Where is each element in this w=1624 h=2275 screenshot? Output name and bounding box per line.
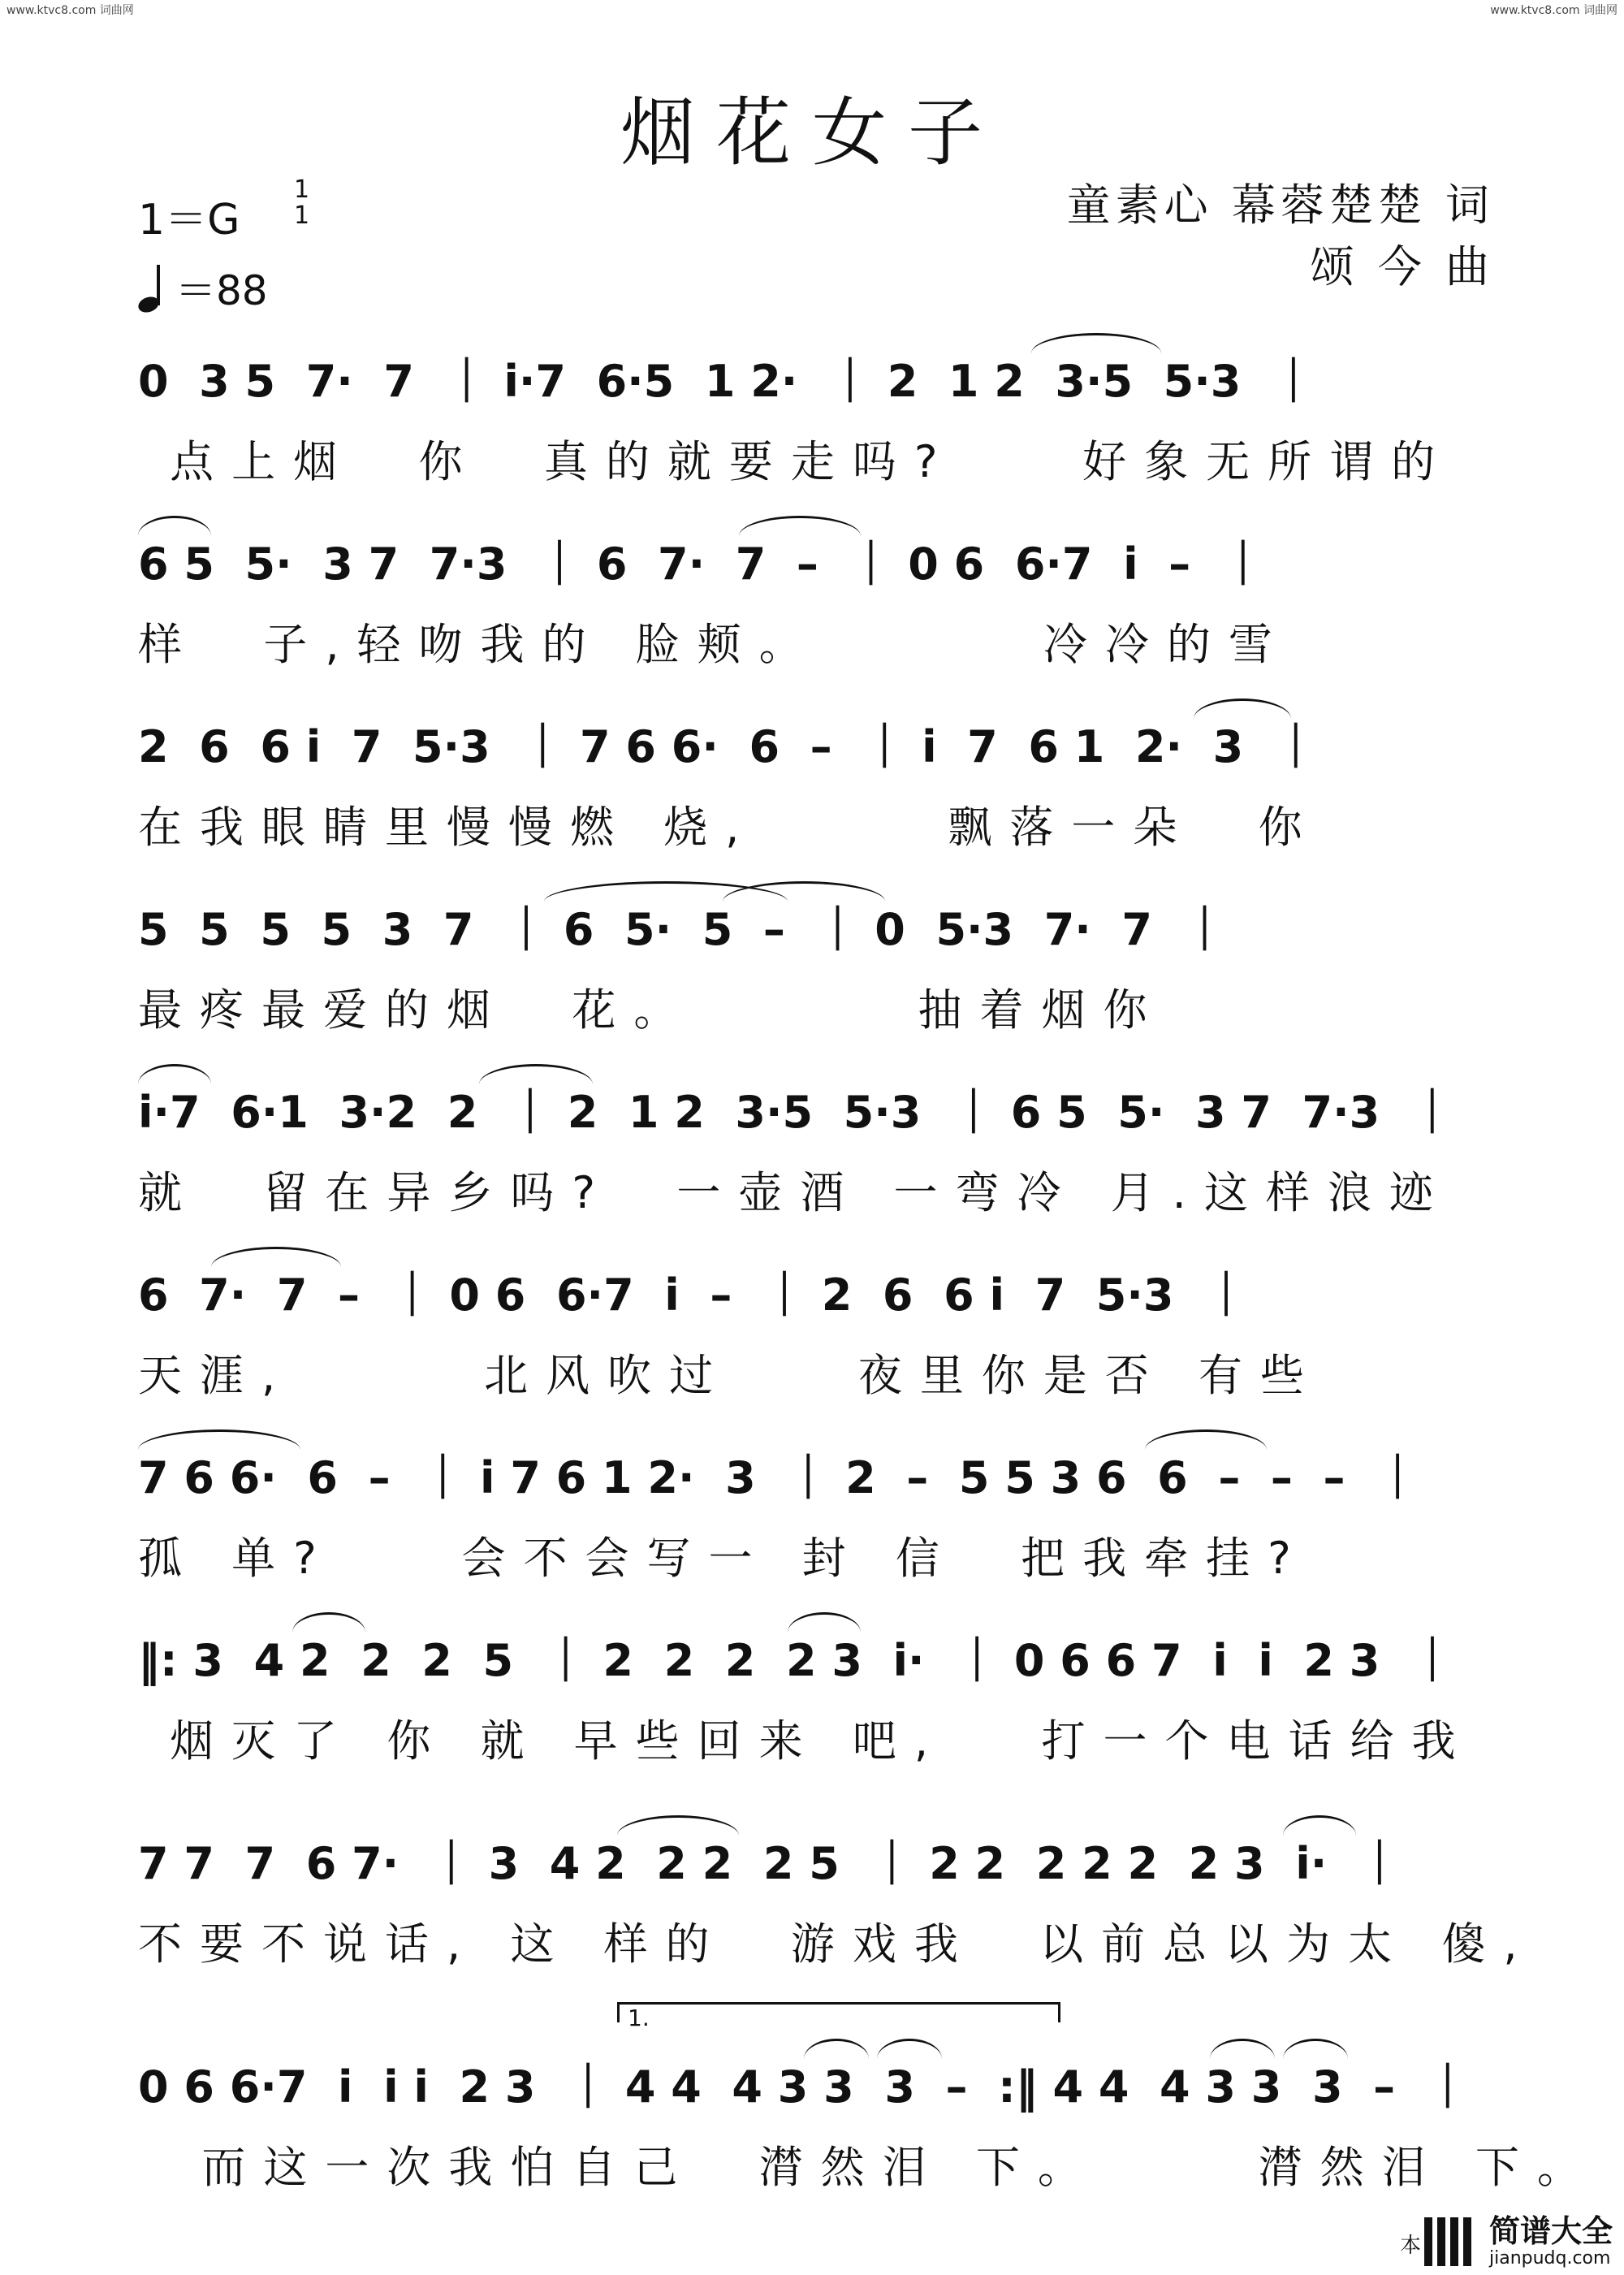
time-signature-top: 1 (294, 175, 310, 204)
lyric-line: 而这一次我怕自己 潸然泪 下。 潸然泪 下。 (138, 2142, 1599, 2193)
composer-credit: 颂 今 曲 (1310, 241, 1494, 292)
time-signature (294, 177, 309, 229)
notation-line: 0 6 6·7 i i i 2 3 ｜ 4 4 4 3 3 3 – :‖ 4 4 4 3 3 3 – ｜ (138, 2061, 1470, 2113)
tempo-value: ＝88 (175, 267, 268, 314)
logo-name: 简谱大全 (1488, 2213, 1613, 2250)
score-line-7 (138, 1446, 1502, 1584)
slur-mark (138, 1429, 300, 1450)
site-watermark-left: www.ktvc8.com 词曲网 (6, 4, 134, 17)
score-line-5 (138, 1080, 1502, 1218)
time-signature-bottom: 1 (294, 201, 310, 230)
lyric-line: 最疼最爱的烟 花。 抽着烟你 (138, 984, 1165, 1036)
key-signature: 1＝G (138, 196, 240, 244)
lyricist-credit: 童素心 幕蓉楚楚 词 (1066, 179, 1494, 231)
slur-mark (211, 1247, 341, 1267)
score-line-9 (138, 1832, 1535, 1970)
lyric-line: 不要不说话, 这 样的 游戏我 以前总以为太 傻, (138, 1918, 1535, 1970)
lyric-line: 在我眼睛里慢慢燃 烧, 飘落一朵 你 (138, 802, 1320, 853)
score-line-8 (138, 1628, 1502, 1767)
footer-fragment: 本 (1399, 2234, 1421, 2258)
score-line-4 (138, 897, 1502, 1036)
notation-line: 7 7 7 6 7· ｜ 3 4 2 2 2 2 5 ｜ 2 2 2 2 2 2 3 i· ｜ (138, 1837, 1402, 1889)
slur-mark (617, 1815, 739, 1836)
notation-line: 7 6 6· 6 – ｜ i 7 6 1 2· 3 ｜ 2 – 5 5 3 6 6 – – – ｜ (138, 1451, 1420, 1503)
piano-keys-icon (1424, 2217, 1481, 2266)
notation-line: i·7 6·1 3·2 2 ｜ 2 1 2 3·5 5·3 ｜ 6 5 5· 3 7 7·3 ｜ (138, 1086, 1454, 1138)
notation-line: 0 3 5 7· 7 ｜ i·7 6·5 1 2· ｜ 2 1 2 3·5 5·3 ｜ (138, 355, 1315, 407)
tempo-marking (138, 258, 268, 317)
slur-mark (138, 516, 211, 536)
slur-mark (1283, 1815, 1356, 1836)
slur-mark (1031, 333, 1161, 353)
lyric-line: 就 留在异乡吗? 一壶酒 一弯冷 月.这样浪迹 (138, 1167, 1451, 1218)
song-title: 烟花女子 (620, 89, 1004, 176)
slur-mark (739, 516, 861, 536)
lyric-line: 烟灭了 你 就 早些回来 吧, 打一个电话给我 (138, 1715, 1474, 1767)
lyric-line: 孤 单? 会不会写一 封 信 把我牵挂? (138, 1533, 1309, 1584)
notation-line: ‖: 3 4 2 2 2 5 ｜ 2 2 2 2 3 i· ｜ 0 6 6 7 i i 2 3 ｜ (138, 1634, 1454, 1686)
slur-mark (292, 1612, 365, 1633)
slur-mark (877, 2039, 942, 2059)
notation-line: 6 7· 7 – ｜ 0 6 6·7 i – ｜ 2 6 6 i 7 5·3 ｜ (138, 1269, 1249, 1321)
notation-line: 5 5 5 5 3 7 ｜ 6 5· 5 – ｜ 0 5·3 7· 7 ｜ (138, 903, 1227, 955)
score-line-10 (138, 2055, 1599, 2193)
score-line-6 (138, 1263, 1502, 1401)
slur-mark (1210, 2039, 1275, 2059)
score-line-2 (138, 532, 1502, 670)
slur-mark (1194, 699, 1291, 719)
quarter-note-icon (138, 263, 171, 312)
slur-mark (138, 1064, 211, 1084)
logo-url: jianpudq.com (1488, 2247, 1611, 2269)
score-line-3 (138, 715, 1502, 853)
notation-line: 6 5 5· 3 7 7·3 ｜ 6 7· 7 – ｜ 0 6 6·7 i – ｜ (138, 538, 1265, 590)
notation-line: 2 6 6 i 7 5·3 ｜ 7 6 6· 6 – ｜ i 7 6 1 2· 3 ｜ (138, 720, 1318, 772)
slur-mark (723, 881, 885, 902)
slur-mark (1145, 1429, 1267, 1450)
lyric-line: 样 子,轻吻我的 脸颊。 冷冷的雪 (138, 619, 1290, 670)
site-watermark-right: www.ktvc8.com 词曲网 (1490, 4, 1618, 17)
volta-label: 1. (628, 2005, 650, 2031)
lyric-line: 天涯, 北风吹过 夜里你是否 有些 (138, 1350, 1322, 1401)
slur-mark (804, 2039, 869, 2059)
first-ending-bracket (617, 2002, 1060, 2031)
slur-mark (1283, 2039, 1348, 2059)
lyric-line: 点上烟 你 真的就要走吗? 好象无所谓的 (138, 436, 1453, 487)
score-line-1 (138, 349, 1502, 487)
site-logo (1424, 2215, 1613, 2269)
slur-mark (788, 1612, 861, 1633)
slur-mark (479, 1064, 593, 1084)
